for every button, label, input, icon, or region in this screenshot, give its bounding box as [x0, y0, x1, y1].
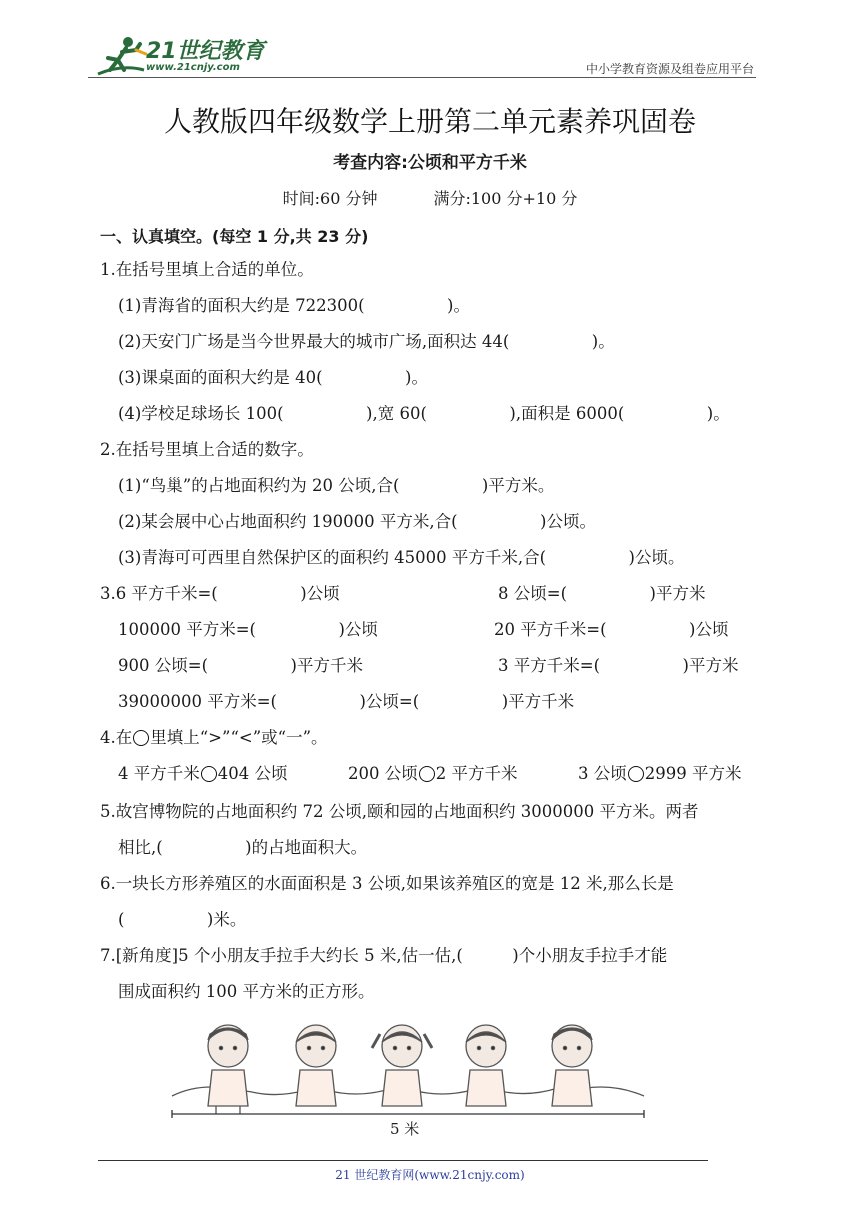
- q4-stem-b: 里填上“>”“<”或“一”。: [150, 728, 328, 747]
- q3-row3-right: 3 平方千米=( )平方米: [498, 656, 739, 675]
- q1-part1: (1)青海省的面积大约是 722300( )。: [118, 296, 470, 315]
- header-divider: [88, 77, 756, 78]
- q3-row2-left: 100000 平方米=( )公顷: [118, 620, 378, 639]
- q4-a-right: 404 公顷: [217, 764, 288, 783]
- q3-row2-right: 20 平方千米=( )公顷: [494, 620, 729, 639]
- q7-line1: 7.[新角度]5 个小朋友手拉手大约长 5 米,估一估,( )个小朋友手拉手才能: [100, 946, 668, 965]
- compare-circle-icon: [133, 730, 149, 746]
- length-label: 5 米: [390, 1120, 420, 1138]
- footer-divider: [98, 1160, 708, 1161]
- q2-stem: 2.在括号里填上合适的数字。: [100, 440, 314, 459]
- q6-line2: ( )米。: [118, 910, 247, 929]
- exam-info: [0, 186, 860, 209]
- q1-part4: (4)学校足球场长 100( ),宽 60( ),面积是 6000( )。: [118, 404, 730, 423]
- q4-item-a: [118, 764, 288, 784]
- q1-stem: 1.在括号里填上合适的单位。: [100, 260, 314, 279]
- q1-part2: (2)天安门广场是当今世界最大的城市广场,面积达 44( )。: [118, 332, 615, 351]
- brand-logo-text: 21世纪教育: [146, 39, 265, 64]
- children-holding-hands-illustration: [166, 1018, 650, 1140]
- q3-row1-right: 8 公顷=( )平方米: [498, 584, 706, 603]
- brand-logo-url: www.21cnjy.com: [146, 62, 240, 73]
- q4-c-left: 3 公顷: [578, 764, 627, 783]
- q4-stem-a: 4.在: [100, 728, 133, 747]
- page-subtitle: 考查内容:公顷和平方千米: [333, 153, 527, 173]
- q6-line1: 6.一块长方形养殖区的水面面积是 3 公顷,如果该养殖区的宽是 12 米,那么长是: [100, 874, 674, 893]
- q3-row1-left: 3.6 平方千米=( )公顷: [100, 584, 340, 603]
- compare-circle-icon[interactable]: [628, 766, 644, 782]
- compare-circle-icon[interactable]: [201, 766, 217, 782]
- q4-b-right: 2 平方千米: [435, 764, 518, 783]
- q3-row3-left: 900 公顷=( )平方千米: [118, 656, 363, 675]
- q4-stem: [100, 728, 328, 748]
- footer-text: 21 世纪教育网(www.21cnjy.com): [335, 1168, 525, 1182]
- header-platform-text: 中小学教育资源及组卷应用平台: [585, 62, 754, 76]
- section-heading: 一、认真填空。(每空 1 分,共 23 分): [100, 227, 369, 246]
- q5-line2: 相比,( )的占地面积大。: [118, 838, 368, 857]
- score-label: 满分:100 分+10 分: [433, 189, 578, 208]
- q4-item-c: [578, 764, 742, 784]
- q4-c-right: 2999 平方米: [644, 764, 742, 783]
- time-label: 时间:60 分钟: [282, 189, 378, 208]
- q7-line2: 围成面积约 100 平方米的正方形。: [118, 982, 375, 1001]
- q3-row4: 39000000 平方米=( )公顷=( )平方千米: [118, 692, 575, 711]
- compare-circle-icon[interactable]: [419, 766, 435, 782]
- q4-item-b: [348, 764, 518, 784]
- q2-part3: (3)青海可可西里自然保护区的面积约 45000 平方千米,合( )公顷。: [118, 548, 685, 567]
- q2-part2: (2)某会展中心占地面积约 190000 平方米,合( )公顷。: [118, 512, 596, 531]
- q1-part3: (3)课桌面的面积大约是 40( )。: [118, 368, 428, 387]
- q5-line1: 5.故宫博物院的占地面积约 72 公顷,颐和园的占地面积约 3000000 平方米。两者: [100, 802, 699, 821]
- q2-part1: (1)“鸟巢”的占地面积约为 20 公顷,合( )平方米。: [118, 476, 555, 495]
- page-title: 人教版四年级数学上册第二单元素养巩固卷: [163, 105, 696, 138]
- q4-a-left: 4 平方千米: [118, 764, 200, 783]
- q4-b-left: 200 公顷: [348, 764, 418, 783]
